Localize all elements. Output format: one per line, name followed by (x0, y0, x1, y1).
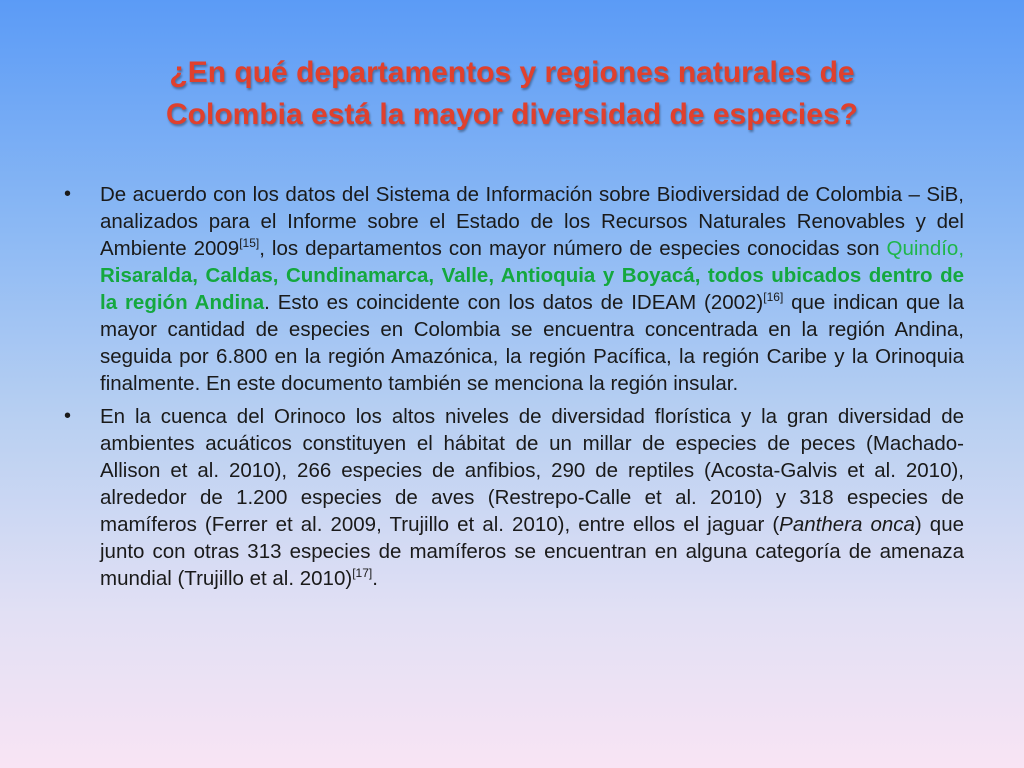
bullet2-text-a: En la cuenca del Orinoco los altos niveles de diversidad florística y la gran diversidad de ambientes acuáticos constituyen el hábitat de un millar de especies de peces (Machado-Allison et al. 2010), 266 especies de anfibios, 290 de reptiles (Acosta-Galvis et al. 2010), alrededor de 1.200 especies de aves (Restrepo-Calle et al. 2010) y 318 especies de mamíferos (Ferrer et al. 2009, Trujillo et al. 2010), entre ellos el jaguar ( (100, 405, 964, 536)
bullet1-text-d: que indican que la mayor cantidad de especies en Colombia se encuentra concentrada en la región Andina, seguida por 6.800 en la región Amazónica, la región Pacífica, la región Caribe y la Orinoquia finalmente. En este documento también se menciona la región insular. (100, 291, 965, 395)
title-line-2: Colombia está la mayor diversidad de especies? (166, 98, 858, 131)
reference-15: [15] (239, 236, 260, 250)
bullet1-text-b: , los departamentos con mayor número de especies conocidas son (259, 237, 887, 260)
bullet-item-1 (62, 181, 964, 397)
highlight-departments: Risaralda, Caldas, Cundinamarca, Valle, Antioquia y Boyacá, todos ubicados dentro de la región Andina (100, 264, 964, 314)
bullet-icon: • (64, 405, 72, 427)
highlight-quindio: Quindío, (886, 237, 965, 260)
bullet-item-2 (62, 403, 964, 592)
bullet1-text-a: De acuerdo con los datos del Sistema de Información sobre Biodiversidad de Colombia – SiB, analizados para el Informe sobre el Estado de los Recursos Naturales Renovables y del Ambiente 2009 (100, 183, 964, 260)
bullet2-text-b: ) que junto con otras 313 especies de mamíferos se encuentran en alguna categoría de amenaza mundial (Trujillo et al. 2010) (100, 513, 965, 590)
slide-body (62, 181, 964, 598)
bullet1-text-c: . Esto es coincidente con los datos de IDEAM (2002) (264, 291, 764, 314)
bullet-icon: • (64, 183, 72, 205)
reference-17: [17] (352, 566, 373, 580)
title-line-1: ¿En qué departamentos y regiones naturales de (169, 56, 855, 89)
bullet2-text-c: . (372, 567, 378, 590)
slide-title (60, 52, 964, 136)
species-name: Panthera onca (779, 513, 915, 536)
reference-16: [16] (763, 290, 784, 304)
